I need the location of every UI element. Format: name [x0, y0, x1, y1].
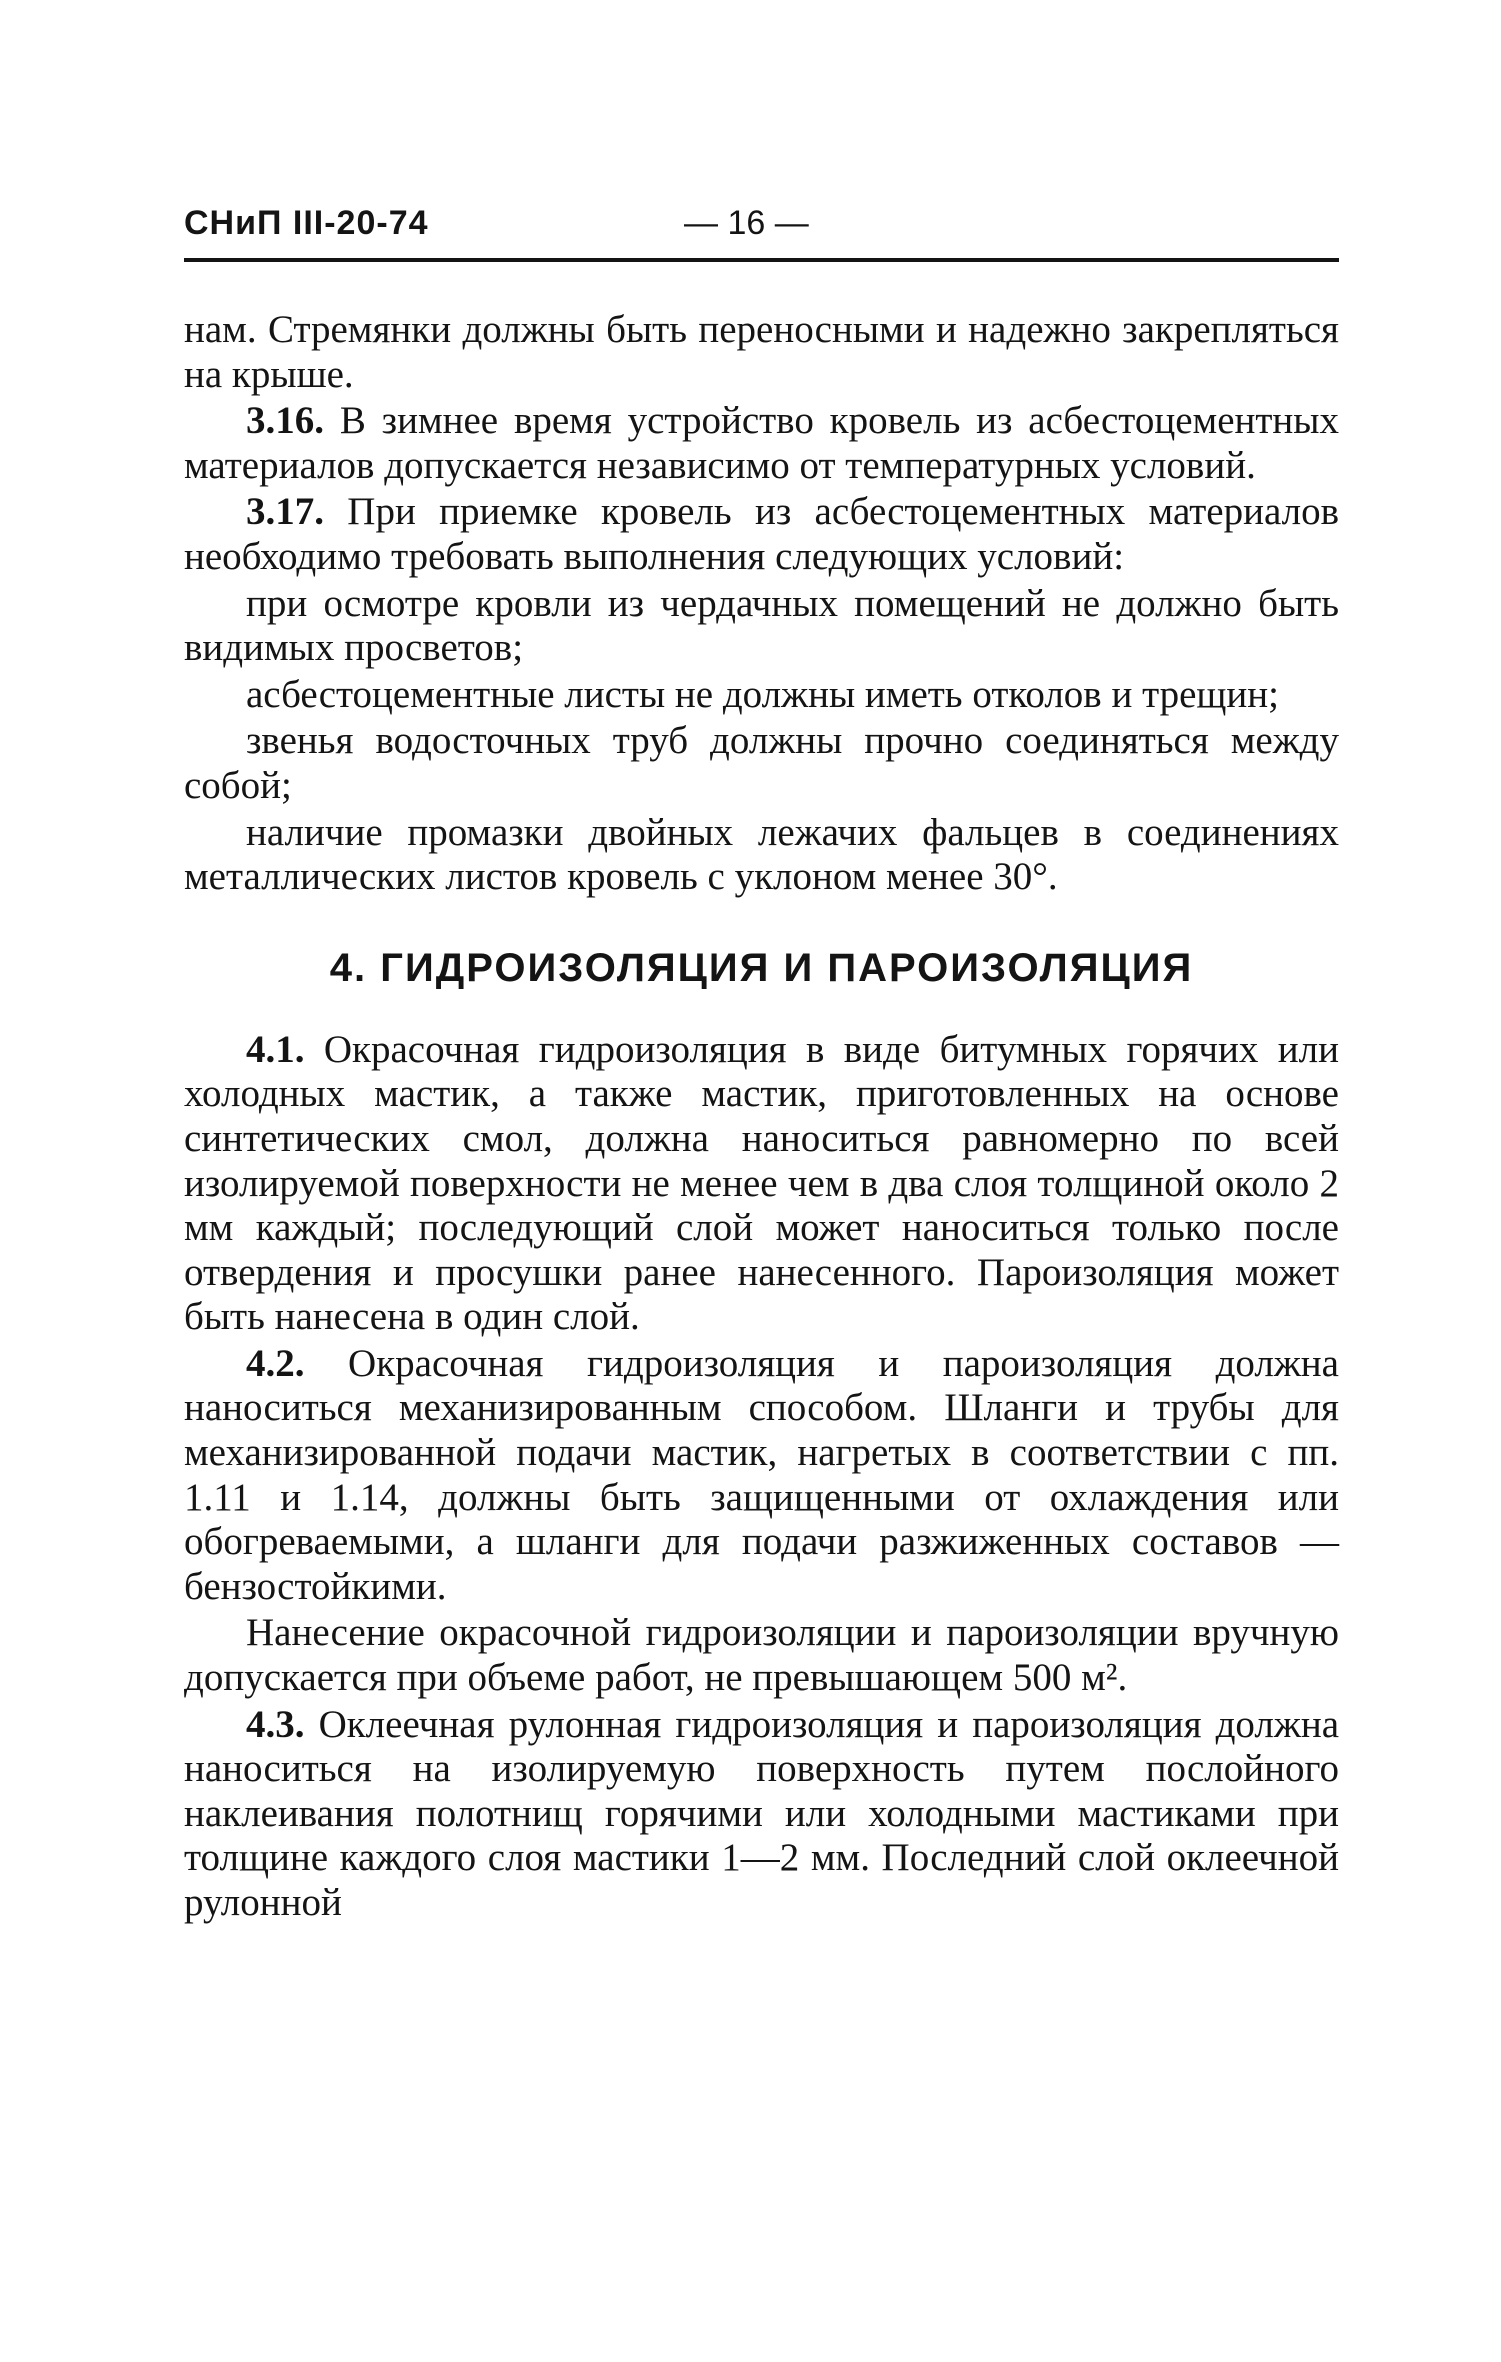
clause-4-1 — [184, 1028, 1339, 1340]
condition-item — [184, 811, 1339, 900]
clause-4-3 — [184, 1703, 1339, 1926]
running-header — [184, 204, 1339, 254]
condition-text: при осмотре кровли из чердачных помещений не должно быть видимых просветов; — [184, 581, 1339, 670]
clause-text: Оклеечная рулонная гидроизоляция и пароизоляция должна наноситься на изолируемую поверхность путем послойного наклеивания полотнищ горячими или холодными мастиками при толщине каждого слоя мастики 1—2 мм. Последний слой оклеечной рулонной — [184, 1702, 1339, 1924]
condition-text: асбестоцементные листы не должны иметь отколов и трещин; — [246, 672, 1280, 716]
clause-text: Окрасочная гидроизоляция и пароизоляция должна наноситься механизированным способом. Шланги и трубы для механизированной подачи мастик, нагретых в соответствии с пп. 1.11 и 1.14, должны быть защищенными от охлаждения или обогреваемыми, а шланги для подачи разжиженных составов — бензостойкими. — [184, 1341, 1339, 1608]
clause-number: 3.16. — [246, 399, 324, 443]
page-number: — 16 — — [684, 204, 809, 242]
condition-item — [184, 719, 1339, 808]
clause-3-17 — [184, 490, 1339, 579]
section-heading: 4. ГИДРОИЗОЛЯЦИЯ И ПАРОИЗОЛЯЦИЯ — [329, 945, 1194, 990]
clause-text: При приемке кровель из асбестоцементных материалов необходимо требовать выполнения следующих условий: — [184, 490, 1339, 578]
document-code: СНиП III-20-74 — [184, 204, 429, 242]
condition-item — [184, 582, 1339, 671]
paragraph-text: Нанесение окрасочной гидроизоляции и пароизоляции вручную допускается при объеме работ, не превышающем 500 м². — [184, 1611, 1339, 1700]
clause-3-16 — [184, 399, 1339, 488]
clause-text: Окрасочная гидроизоляция в виде битумных горячих или холодных мастик, а также мастик, приготовленных на основе синтетических смол, должна наноситься равномерно по всей изолируемой поверхности не менее чем в два слоя толщиной около 2 мм каждый; последующий слой может наноситься только после отвердения и просушки ранее нанесенного. Пароизоляция может быть нанесена в один слой. — [184, 1027, 1339, 1339]
paragraph — [184, 1611, 1339, 1700]
paragraph-text: нам. Стремянки должны быть переносными и надежно закрепляться на крыше. — [184, 308, 1339, 396]
body-text — [184, 308, 1339, 1928]
condition-text: звенья водосточных труб должны прочно соединяться между собой; — [184, 719, 1339, 807]
condition-item — [184, 673, 1339, 718]
condition-text: наличие промазки двойных лежачих фальцев в соединениях металлических листов кровель с уклоном менее 30°. — [184, 810, 1339, 899]
clause-number: 4.2. — [246, 1341, 305, 1385]
clause-number: 3.17. — [246, 490, 324, 534]
clause-number: 4.3. — [246, 1702, 305, 1746]
paragraph — [184, 308, 1339, 397]
clause-text: В зимнее время устройство кровель из асбестоцементных материалов допускается независимо от температурных условий. — [184, 399, 1339, 487]
clause-number: 4.1. — [246, 1027, 305, 1071]
clause-4-2 — [184, 1342, 1339, 1610]
header-rule — [184, 258, 1339, 262]
